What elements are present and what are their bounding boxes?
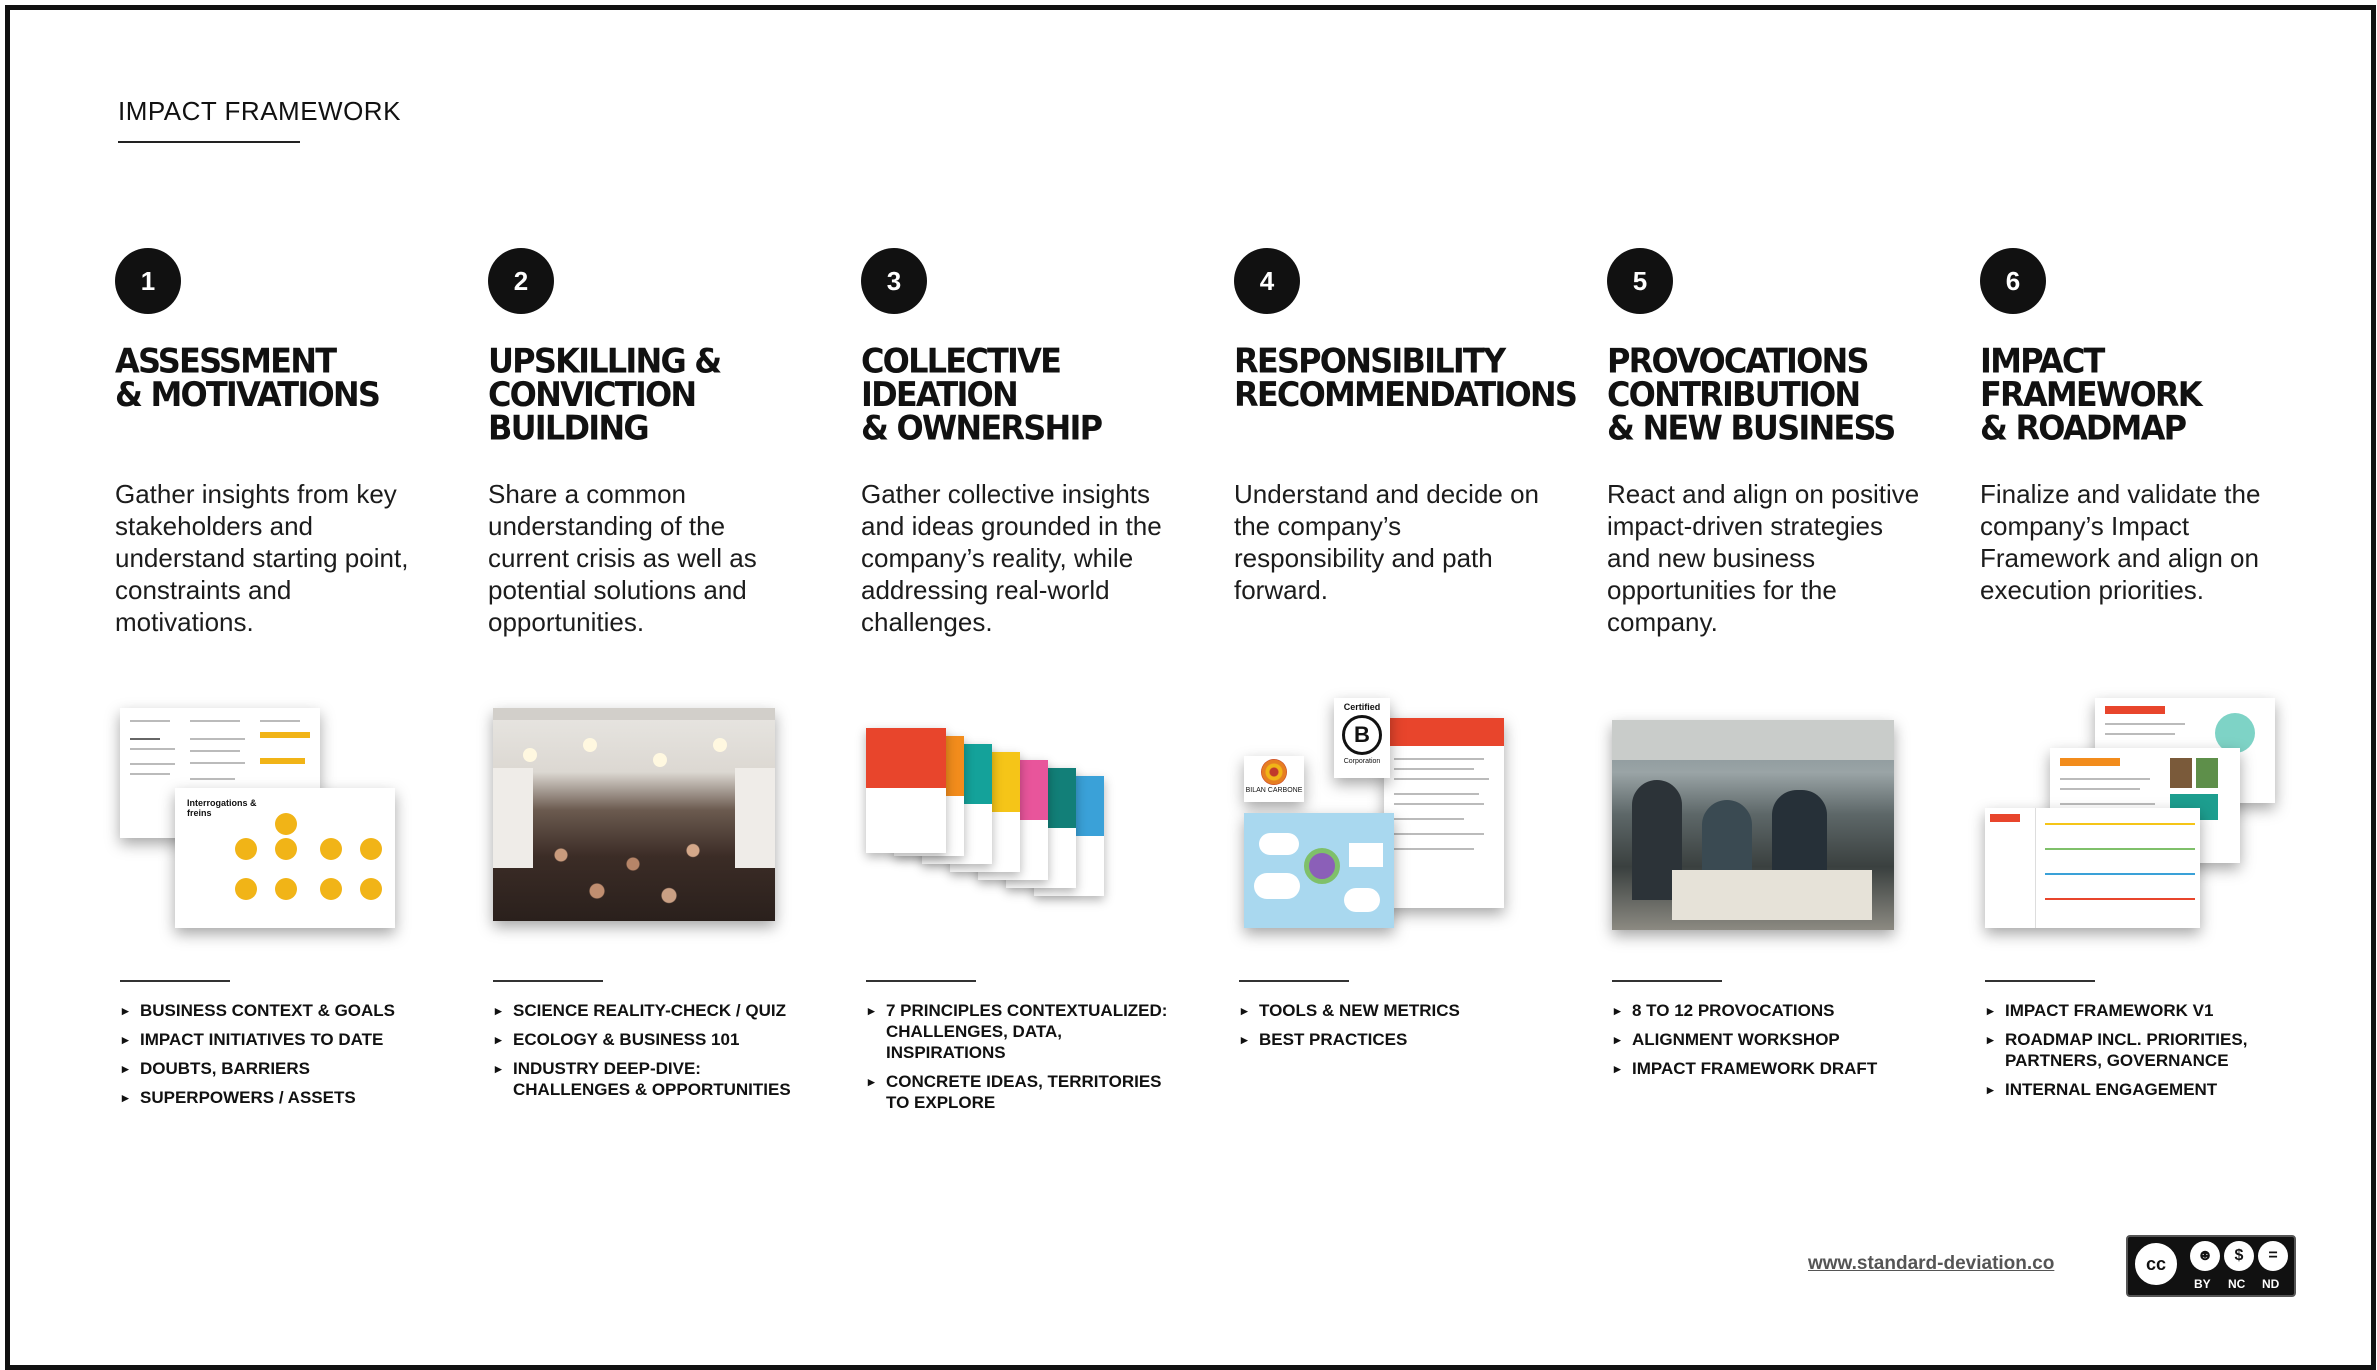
step-title-line: COLLECTIVE IDEATION (861, 340, 1061, 415)
step-4-column (1234, 248, 1577, 1049)
title-divider (118, 141, 300, 143)
target-icon (1261, 759, 1287, 785)
deliverables-list (1985, 1000, 2305, 1108)
step-number-badge: 5 (1607, 248, 1673, 314)
step-description: React and align on positive impact-driven strategies and new business opportunities for the company. (1607, 479, 1920, 637)
step-description: Finalize and validate the company’s Impact Framework and align on execution priorities. (1980, 479, 2261, 605)
deliverables-list (1612, 1000, 1932, 1087)
caret-right-icon: ▸ (1614, 1061, 1621, 1076)
list-item: ▸ ALIGNMENT WORKSHOP (1614, 1030, 1840, 1049)
step-title-line: & ROADMAP (1980, 408, 2186, 448)
principle-card (866, 728, 946, 853)
deliverables-list (493, 1000, 813, 1108)
deliverables-list (1239, 1000, 1559, 1058)
step-number-badge: 1 (115, 248, 181, 314)
caret-right-icon: ▸ (122, 1032, 129, 1047)
slide-caption: Interrogations & freins (187, 798, 257, 818)
b-corp-icon: B (1342, 715, 1382, 755)
noderivatives-icon: = (2258, 1241, 2288, 1271)
caret-right-icon: ▸ (1614, 1032, 1621, 1047)
workshop-photo-visual (1607, 698, 1907, 938)
step-number-badge: 6 (1980, 248, 2046, 314)
caret-right-icon: ▸ (122, 1090, 129, 1105)
page-title: IMPACT FRAMEWORK (118, 96, 401, 126)
logo-text: Corporation (1343, 758, 1381, 765)
principle-cards-visual (861, 698, 1161, 938)
b-corp-logo (1334, 698, 1390, 778)
list-item: ▸ CONCRETE IDEAS, TERRITORIES TO EXPLORE (868, 1072, 1162, 1112)
caret-right-icon: ▸ (1241, 1003, 1248, 1018)
caret-right-icon: ▸ (868, 1074, 875, 1089)
step-2-column (488, 248, 818, 1099)
step-title-line: CONVICTION BUILDING (488, 374, 696, 448)
caret-right-icon: ▸ (122, 1003, 129, 1018)
bilan-carbone-logo (1244, 756, 1304, 802)
caret-right-icon: ▸ (1987, 1032, 1994, 1047)
caret-right-icon: ▸ (1987, 1003, 1994, 1018)
step-title-line: IMPACT FRAMEWORK (1980, 340, 2201, 415)
conference-photo-visual (488, 698, 788, 938)
assessment-documents-visual (115, 698, 415, 938)
step-title-line: RESPONSIBILITY (1234, 340, 1505, 381)
bullets-divider (1612, 980, 1722, 982)
step-title (861, 340, 1191, 448)
bullets-divider (493, 980, 603, 982)
list-item: ▸ BEST PRACTICES (1241, 1030, 1408, 1049)
bullets-divider (1985, 980, 2095, 982)
list-item: ▸ ROADMAP INCL. PRIORITIES, PARTNERS, GOVERNANCE (1987, 1030, 2248, 1070)
website-link[interactable]: www.standard-deviation.co (1808, 1253, 2055, 1274)
list-item: ▸ 8 TO 12 PROVOCATIONS (1614, 1001, 1835, 1020)
step-title-line: & MOTIVATIONS (115, 374, 380, 415)
attribution-icon: ☻ (2190, 1241, 2220, 1271)
step-5-column (1607, 248, 1937, 1078)
bullets-divider (1239, 980, 1349, 982)
caret-right-icon: ▸ (1987, 1082, 1994, 1097)
slide-frame (5, 5, 2376, 1370)
list-item: ▸ IMPACT FRAMEWORK DRAFT (1614, 1059, 1878, 1078)
step-number-badge: 4 (1234, 248, 1300, 314)
creative-commons-badge (2126, 1235, 2296, 1297)
list-item: ▸ INTERNAL ENGAGEMENT (1987, 1080, 2218, 1099)
license-label: NC (2228, 1277, 2246, 1291)
tools-metrics-visual (1234, 698, 1534, 938)
metrics-diagram (1244, 813, 1394, 928)
audience-photo (493, 708, 775, 921)
list-item: ▸ TOOLS & NEW METRICS (1241, 1001, 1460, 1020)
step-title-line: ASSESSMENT (115, 340, 336, 381)
step-description: Gather insights from key stakeholders and understand starting point, constraints and motivations. (115, 479, 409, 637)
license-label: ND (2262, 1277, 2280, 1291)
list-item: ▸ BUSINESS CONTEXT & GOALS (122, 1001, 396, 1020)
cc-icon: cc (2132, 1240, 2180, 1288)
step-title (488, 340, 818, 448)
step-title (1980, 340, 2310, 448)
deliverables-list (120, 1000, 440, 1116)
step-title-line: CONTRIBUTION (1607, 374, 1860, 415)
step-description: Understand and decide on the company’s responsibility and path forward. (1234, 479, 1540, 605)
step-title-line: & OWNERSHIP (861, 408, 1102, 448)
workshop-photo (1612, 720, 1894, 930)
caret-right-icon: ▸ (495, 1061, 502, 1076)
bullets-divider (866, 980, 976, 982)
step-title-line: PROVOCATIONS (1607, 340, 1868, 381)
recommendations-document (1384, 718, 1504, 908)
list-item: ▸ SCIENCE REALITY-CHECK / QUIZ (495, 1001, 786, 1020)
step-description: Share a common understanding of the current crisis as well as potential solutions and opportunities. (488, 479, 757, 637)
step-title (115, 340, 445, 415)
logo-text: BILAN CARBONE (1245, 787, 1303, 794)
interrogations-slide (175, 788, 395, 928)
list-item: ▸ 7 PRINCIPLES CONTEXTUALIZED: CHALLENGES, DATA, INSPIRATIONS (868, 1001, 1168, 1062)
noncommercial-icon: $ (2224, 1241, 2254, 1271)
list-item: ▸ IMPACT INITIATIVES TO DATE (122, 1030, 384, 1049)
step-number-badge: 3 (861, 248, 927, 314)
caret-right-icon: ▸ (495, 1003, 502, 1018)
list-item: ▸ DOUBTS, BARRIERS (122, 1059, 311, 1078)
caret-right-icon: ▸ (122, 1061, 129, 1076)
step-title (1234, 340, 1577, 415)
bullets-divider (120, 980, 230, 982)
step-number-badge: 2 (488, 248, 554, 314)
step-description: Gather collective insights and ideas grounded in the company’s reality, while addressing real-world challenges. (861, 479, 1162, 637)
list-item: ▸ INDUSTRY DEEP-DIVE: CHALLENGES & OPPORTUNITIES (495, 1059, 791, 1099)
caret-right-icon: ▸ (1241, 1032, 1248, 1047)
step-3-column (861, 248, 1191, 1112)
step-title-line: UPSKILLING & (488, 340, 721, 381)
step-1-column (115, 248, 445, 1107)
list-item: ▸ IMPACT FRAMEWORK V1 (1987, 1001, 2214, 1020)
caret-right-icon: ▸ (1614, 1003, 1621, 1018)
priorities-table-slide (1985, 808, 2200, 928)
list-item: ▸ SUPERPOWERS / ASSETS (122, 1088, 356, 1107)
deliverables-list (866, 1000, 1186, 1121)
step-title-line: RECOMMENDATIONS (1234, 374, 1577, 415)
step-6-column (1980, 248, 2310, 1099)
caret-right-icon: ▸ (495, 1032, 502, 1047)
license-label: BY (2194, 1277, 2211, 1291)
step-title (1607, 340, 1937, 448)
list-item: ▸ ECOLOGY & BUSINESS 101 (495, 1030, 740, 1049)
caret-right-icon: ▸ (868, 1003, 875, 1018)
roadmap-documents-visual (1980, 698, 2280, 938)
step-title-line: & NEW BUSINESS (1607, 408, 1895, 448)
logo-text: Certified (1343, 702, 1381, 712)
